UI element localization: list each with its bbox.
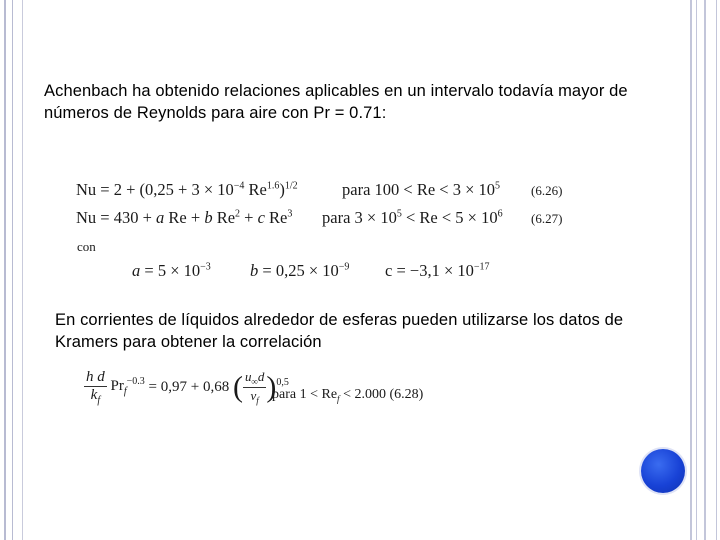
eq1-lhs: Nu <box>76 180 97 199</box>
eq3-coef1: 0,97 <box>160 379 187 395</box>
equation-number-6-27: (6.27) <box>531 211 563 226</box>
constant-b: $b = 0,25 \times 10^{-9}$ <box>250 261 350 280</box>
const-a-value: 5 <box>157 261 167 280</box>
decorative-blue-circle <box>641 449 685 493</box>
eq1-range-low: 100 <box>374 180 400 199</box>
right-border-line <box>704 0 706 540</box>
eq2-lhs: Nu <box>76 208 97 227</box>
eq1-coef1: 0,25 <box>145 180 174 199</box>
equation-6-26: $Nu = 2 + (0,25 + 3 \times 10^{-4}$ $Re^{1.6})^{1/2}$ <box>76 180 298 199</box>
const-c-exp: −17 <box>473 261 490 273</box>
left-border-line <box>4 0 6 540</box>
eq1-range-exp: 5 <box>495 180 501 192</box>
equation-number-6-28: (6.28) <box>389 387 424 402</box>
const-b-value: 0,25 <box>275 261 305 280</box>
right-border-decoration <box>690 0 720 540</box>
eq3-range-high: 2.000 <box>354 387 386 402</box>
equation-6-28: $\frac{\text{h d}}{k_f}$ $Pr_f^{-0.3} = 0,97 + 0,68$ ( $\frac{u_\infty d}{\nu_f}$ )$^{0,5}$ <box>86 369 289 406</box>
eq2-high-exp: 6 <box>497 208 503 220</box>
eq2-low-exp: 5 <box>396 208 402 220</box>
con-label: con <box>77 239 96 254</box>
constant-c: $c = -3,1 \times 10^{-17}$ <box>385 261 490 280</box>
const-c-value: −3,1 <box>409 261 440 280</box>
right-border-line <box>696 0 697 540</box>
intro-paragraph: Achenbach ha obtenido relaciones aplicables en un intervalo todavía mayor de números de Reynolds para aire con Pr = 0.71: <box>44 82 628 122</box>
equation-6-27: Nu = 430 + a Re + b $Re^2 + c$ Re$^3$ <box>76 208 293 227</box>
const-b-exp: −9 <box>338 261 350 273</box>
equation-6-26-range: para $100 < Re < 3 \times 10^5$ <box>342 180 501 199</box>
eq3-pr-exp: −0.3 <box>126 376 145 387</box>
left-border-line <box>12 0 13 540</box>
eq3-fraction-ud-nu: $\frac{u_\infty d}{\nu_f}$ <box>244 369 265 406</box>
eq2-low: 3 <box>354 208 363 227</box>
kramers-paragraph: En corrientes de líquidos alrededor de esferas pueden utilizarse los datos de Kramers para obtener la correlación <box>55 311 624 351</box>
constant-a: $a = 5 \times 10^{-3}$ <box>132 261 211 280</box>
eq1-coef2: 3 <box>191 180 200 199</box>
equation-6-28-range: para $1 < Re_f < 2.000$ (6.28) <box>272 387 424 404</box>
left-border-decoration <box>0 0 23 540</box>
eq3-pr-term: $Pr_f^{-0.3}$ <box>110 376 145 397</box>
right-border-line <box>716 0 717 540</box>
eq2-const: 430 <box>113 208 139 227</box>
eq3-range-low: 1 <box>299 387 307 402</box>
eq3-coef2: 0,68 <box>202 379 230 395</box>
eq1-exp-a: −4 <box>233 180 245 192</box>
eq1-range-high: 3 <box>452 180 461 199</box>
eq2-range-word: para <box>322 208 351 227</box>
equation-6-27-range: para $3 \times 10^5 < Re < 5 \times 10^6$ <box>322 208 503 227</box>
eq2-high: 5 <box>455 208 464 227</box>
right-border-line <box>690 0 692 540</box>
eq3-fraction-hd-kf: $\frac{\text{h d}}{k_f}$ <box>86 369 105 406</box>
eq1-exp-re: 1.6 <box>266 180 280 192</box>
eq1-range-word: para <box>342 180 371 199</box>
const-a-exp: −3 <box>200 261 211 273</box>
eq3-outer-exp: 0,5 <box>276 376 289 388</box>
equation-number-6-26: (6.26) <box>531 183 563 198</box>
eq3-range-word: para <box>272 387 297 402</box>
eq1-exp-out: 1/2 <box>284 180 298 192</box>
